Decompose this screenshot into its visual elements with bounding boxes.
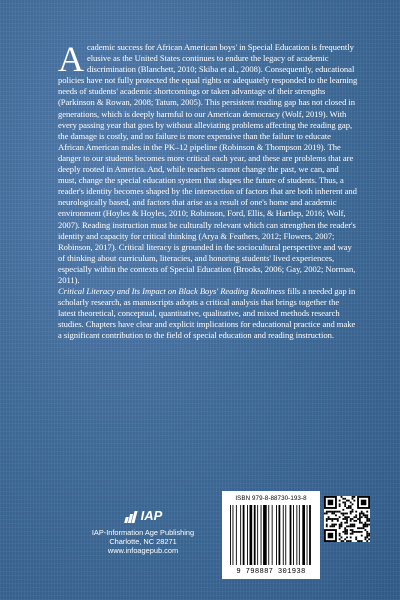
book-title: Critical Literacy and Its Impact on Black Boys' Reading Readiness <box>58 286 285 297</box>
publisher-name: IAP-Information Age Publishing <box>91 528 195 537</box>
publisher-logo <box>124 508 163 523</box>
isbn-barcode <box>222 491 320 579</box>
cover-blurb <box>58 39 358 342</box>
barcode-digits: 9 798887 301938 <box>236 568 306 576</box>
isbn-label: ISBN 979-8-88730-193-8 <box>235 495 307 502</box>
blurb-paragraph-1 <box>58 39 358 286</box>
blurb-text-1: cademic success for African American boys' in Special Education is frequently elusive as the United States continues to endure the legacy of academic discrimination (Blanchett, 2010; Skiba et al., 2008). Consequently, educational policies have not fully protected the equal rights or adequately responded to the learning needs of students' academic shortcomings or taken advantage of their strengths (Parkinson & Rowan, 2008; Tatum, 2005). This persistent reading gap has not closed in generations, which is deeply harmful to our American democracy (Wolf, 2019). With every passing year that goes by without alleviating problems affecting the reading gap, the damage is costly, and no failure is more expensive than the failure to educate African American males in the PK–12 pipeline (Robinson & Thompson 2019). The danger to our students becomes more critical each year, and these are problems that are deeply rooted in America. And, while teachers cannot change the past, we can, and must, change the special education system that shapes the future of students. Thus, a reader's identity becomes shaped by the intersection of factors that are both inherent and neurologically based, and factors that arise as a result of one's home and academic environment (Hoyles & Hoyles, 2010; Robinson, Ford, Ellis, & Hartlep, 2016; Wolf, 2007). Reading instruction must be culturally relevant which can strengthen the reader's identity and capacity for critical thinking (Arya & Feathers, 2012; Flowers, 2007; Robinson, 2017). Critical literacy is grounded in the sociocultural perspective and way of thinking about curriculum, literacies, and honoring students' lived experiences, especially within the contexts of Special Education (Brooks, 2006; Gay, 2002; Norman, 2011). <box>58 42 358 285</box>
iap-logo-icon <box>124 511 138 523</box>
blurb-paragraph-2 <box>58 286 358 341</box>
publisher-block <box>78 508 208 555</box>
qr-code-icon <box>324 496 370 542</box>
barcode-icon <box>230 505 312 565</box>
publisher-logo-text: IAP <box>140 508 163 523</box>
drop-cap: A <box>58 39 84 79</box>
publisher-city: Charlotte, NC 28271 <box>109 537 177 546</box>
publisher-website: www.infoagepub.com <box>107 546 179 555</box>
blurb-text-2: fills a needed gap in scholarly research, as manuscripts adopts a critical analysis that brings together the latest theoretical, conceptual, quantitative, qualitative, and mixed methods research studies. Chapters have clear and explicit implications for educational practice and make a significant contribution to the field of special education and reading instruction. <box>58 286 356 341</box>
